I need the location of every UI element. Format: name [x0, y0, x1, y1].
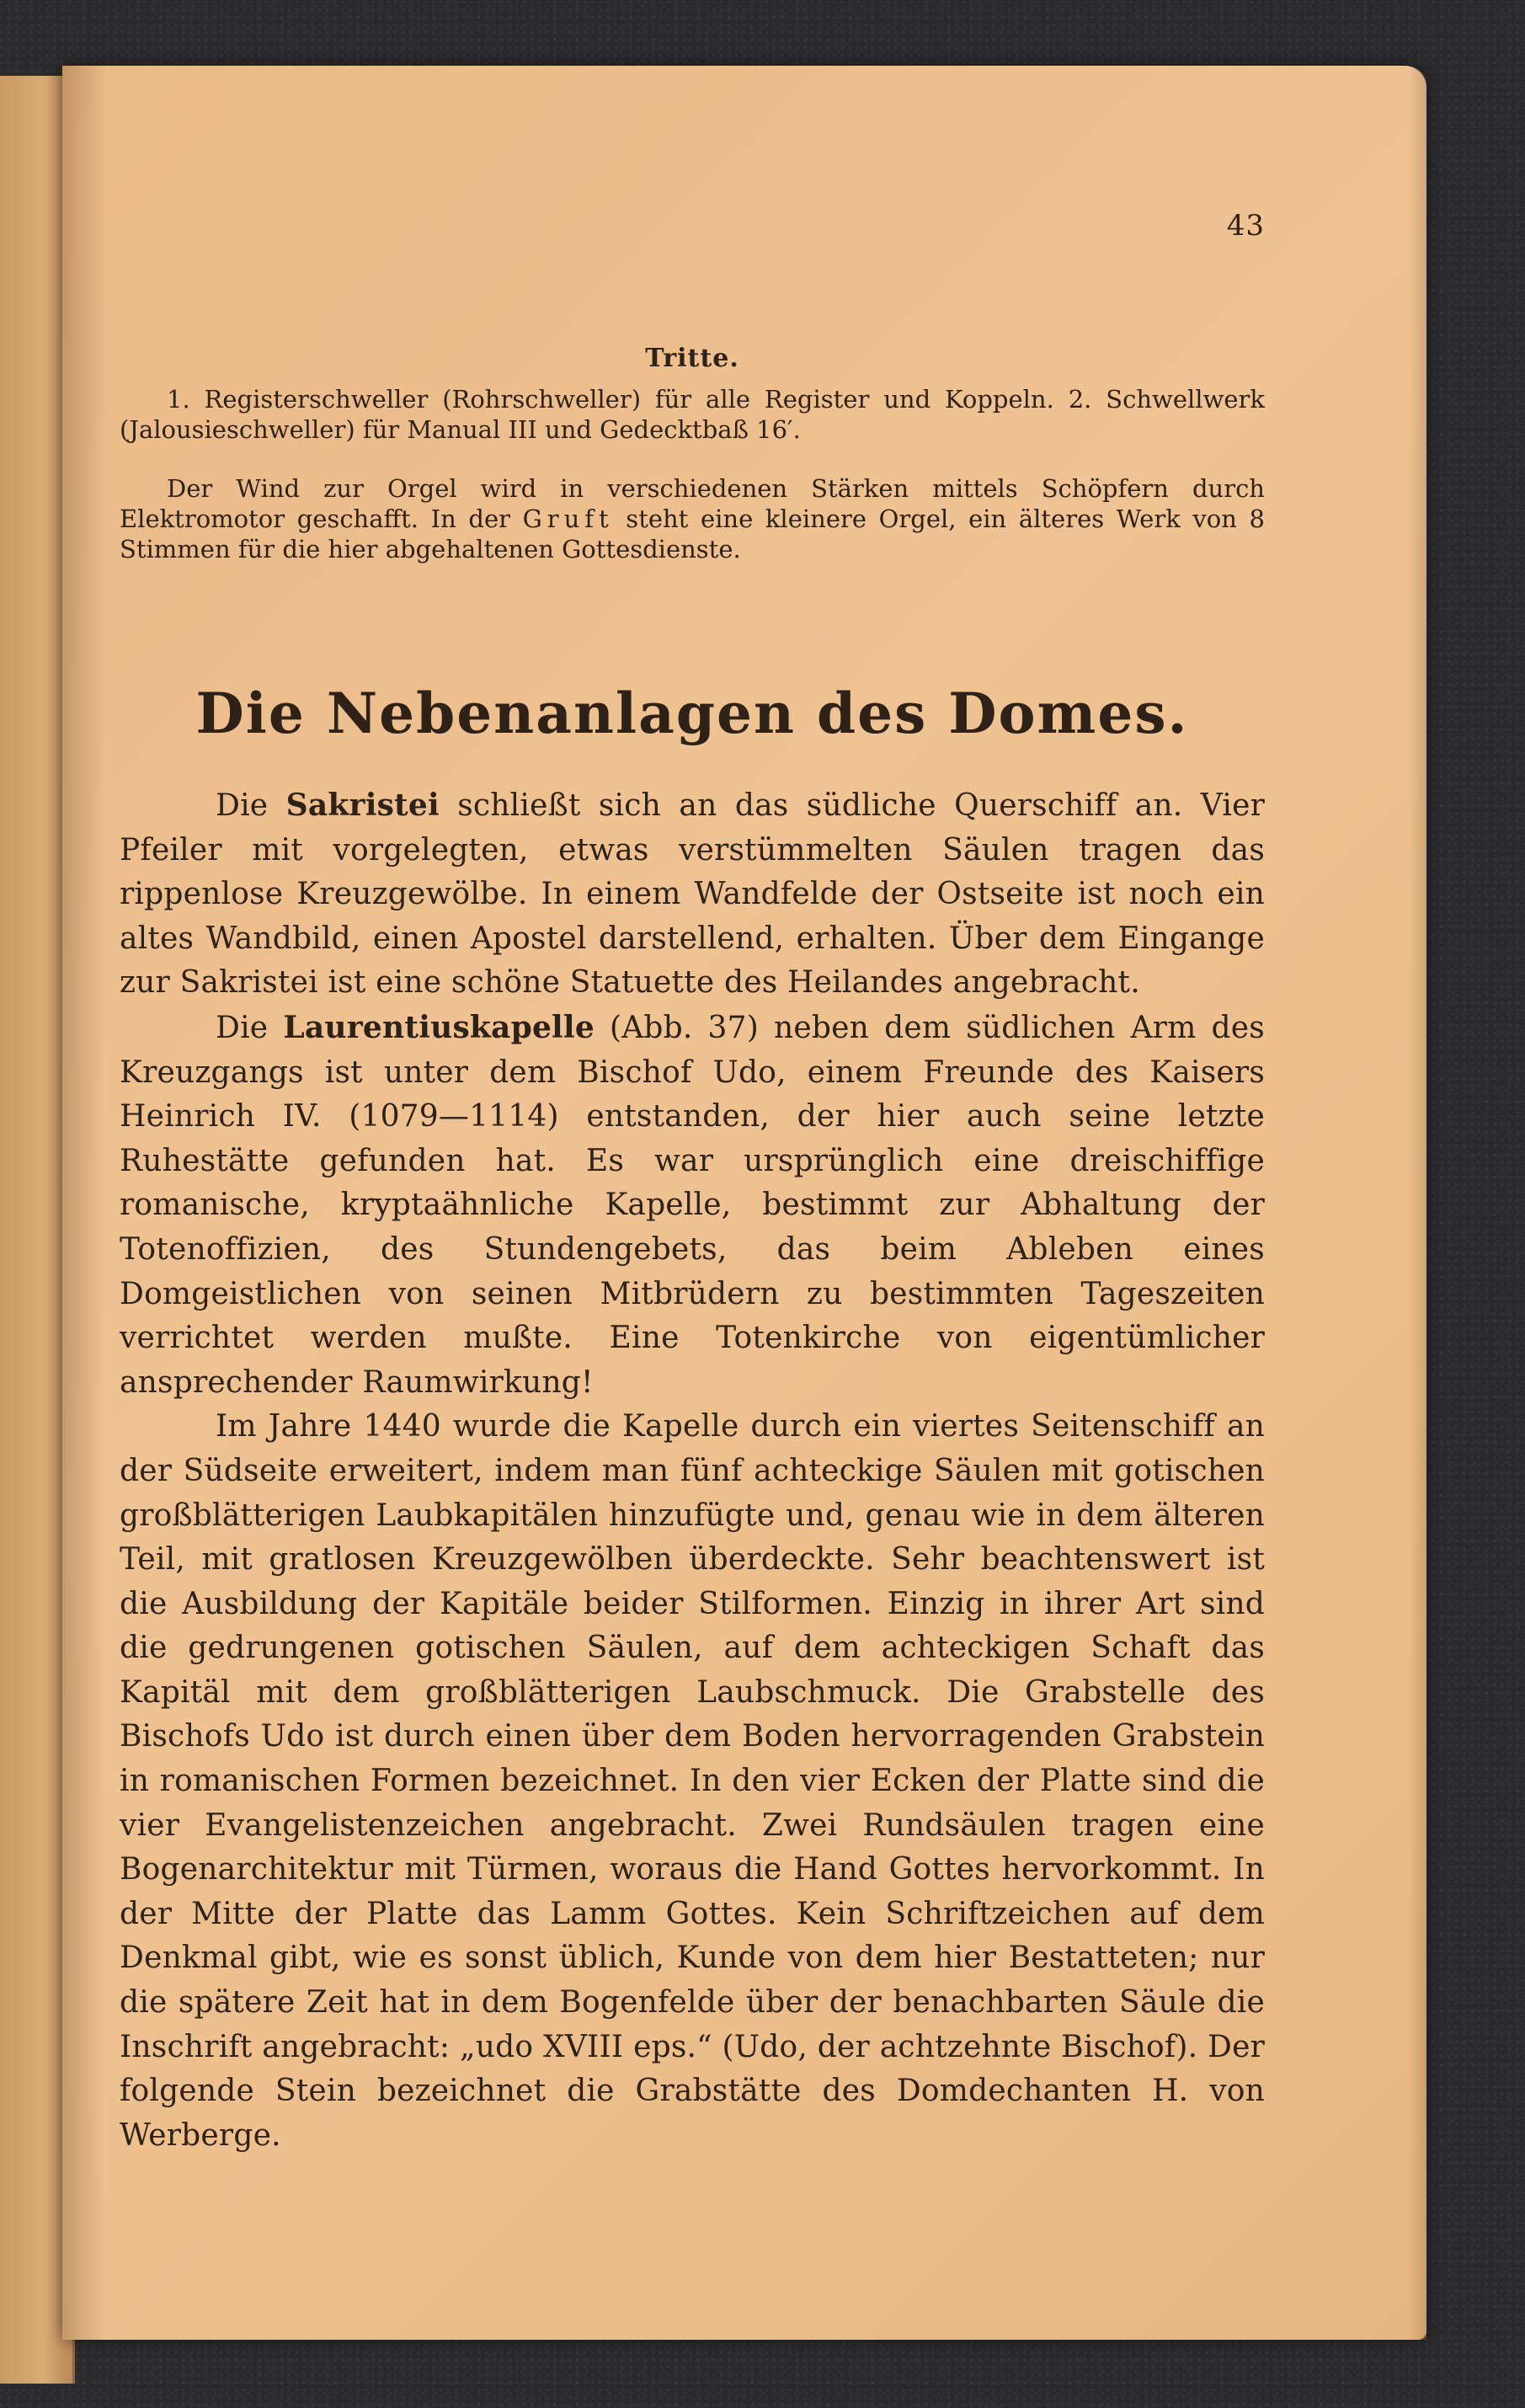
jahre-1440-paragraph: Im Jahre 1440 wurde die Kapelle durch ein viertes Seitenschiff an der Südseite erweitert, indem man fünf achteckige Säulen mit gotischen großblätterigen Laubkapitälen hinzufügte und, genau wie in dem älteren Teil, mit gratlosen Kreuzgewölben überdeckte. Sehr beachtenswert ist die Ausbildung der Kapitäle beider Stilformen. Einzig in ihrer Art sind die gedrungenen gotischen Säulen, auf dem achteckigen Schaft das Kapitäl mit dem großblätterigen Laubschmuck. Die Grabstelle des Bischofs Udo ist durch einen über dem Boden hervorragenden Grabstein in romanischen Formen bezeichnet. In den vier Ecken der Platte sind die vier Evangelistenzeichen angebracht. Zwei Rundsäulen tragen eine Bogenarchitektur mit Türmen, woraus die Hand Gottes hervorkommt. In der Mitte der Platte das Lamm Gottes. Kein Schriftzeichen auf dem Denkmal gibt, wie es sonst üblich, Kunde von dem hier Bestatteten; nur die spätere Zeit hat in dem Bogenfelde über der benachbarten Säule die Inschrift angebracht: „udo XVIII eps.“ (Udo, der achtzehnte Bischof). Der folgende Stein bezeichnet die Grabstätte des Domdechanten H. von Werberge.: [120, 1409, 1265, 2153]
gruft-term: Gruft: [522, 505, 614, 533]
sakristei-text: schließt sich an das südliche Querschiff an. Vier Pfeiler mit vorgelegten, etwas verstümmelten Säulen tragen das rippenlose Kreuzgewölbe. In einem Wandfelde der Ostseite ist noch ein altes Wandbild, einen Apostel darstellend, erhalten. Über dem Eingange zur Sakristei ist eine schöne Statuette des Heilandes angebracht.: [120, 788, 1265, 1001]
sakristei-term: Sakristei: [285, 788, 440, 823]
tritte-text-block: [120, 384, 1265, 445]
page-number: 43: [1226, 209, 1265, 243]
laurentius-term: Laurentiuskapelle: [283, 1009, 595, 1045]
body-text: [120, 783, 1265, 2158]
tritte-title: Tritte.: [645, 344, 739, 373]
sakristei-lead: Die: [216, 788, 286, 823]
tritte-text: 1. Registerschweller (Rohrschweller) für alle Register und Koppeln. 2. Schwellwerk (Jalousieschweller) für Manual III und Gedecktbaß 16′.: [120, 385, 1265, 444]
book-page: [62, 66, 1426, 2340]
laurentius-lead: Die: [216, 1010, 284, 1045]
wind-text-part2: steht eine kleinere Orgel, ein älteres Werk von 8 Stimmen für die hier abgehaltenen Gottesdienste.: [120, 505, 1265, 563]
laurentius-paragraph: [120, 1006, 1265, 1405]
wind-text-part1: Der Wind zur Orgel wird in verschiedenen Stärken mittels Schöpfern durch Elektromotor geschafft. In der: [120, 474, 1265, 533]
wind-paragraph: [120, 473, 1265, 564]
sakristei-paragraph: [120, 783, 1265, 1006]
chapter-heading: Die Nebenanlagen des Domes.: [195, 681, 1189, 746]
laurentius-text: (Abb. 37) neben dem südlichen Arm des Kreuzgangs ist unter dem Bischof Udo, einem Freunde des Kaisers Heinrich IV. (1079—1114) entstanden, der hier auch seine letzte Ruhestätte gefunden hat. Es war ursprünglich eine dreischiffige romanische, kryptaähnliche Kapelle, bestimmt zur Abhaltung der Totenoffizien, des Stundengebets, das beim Ableben eines Domgeistlichen von seinen Mitbrüdern zu bestimmten Tageszeiten verrichtet werden mußte. Eine Totenkirche von eigentümlicher ansprechender Raumwirkung!: [120, 1010, 1265, 1400]
